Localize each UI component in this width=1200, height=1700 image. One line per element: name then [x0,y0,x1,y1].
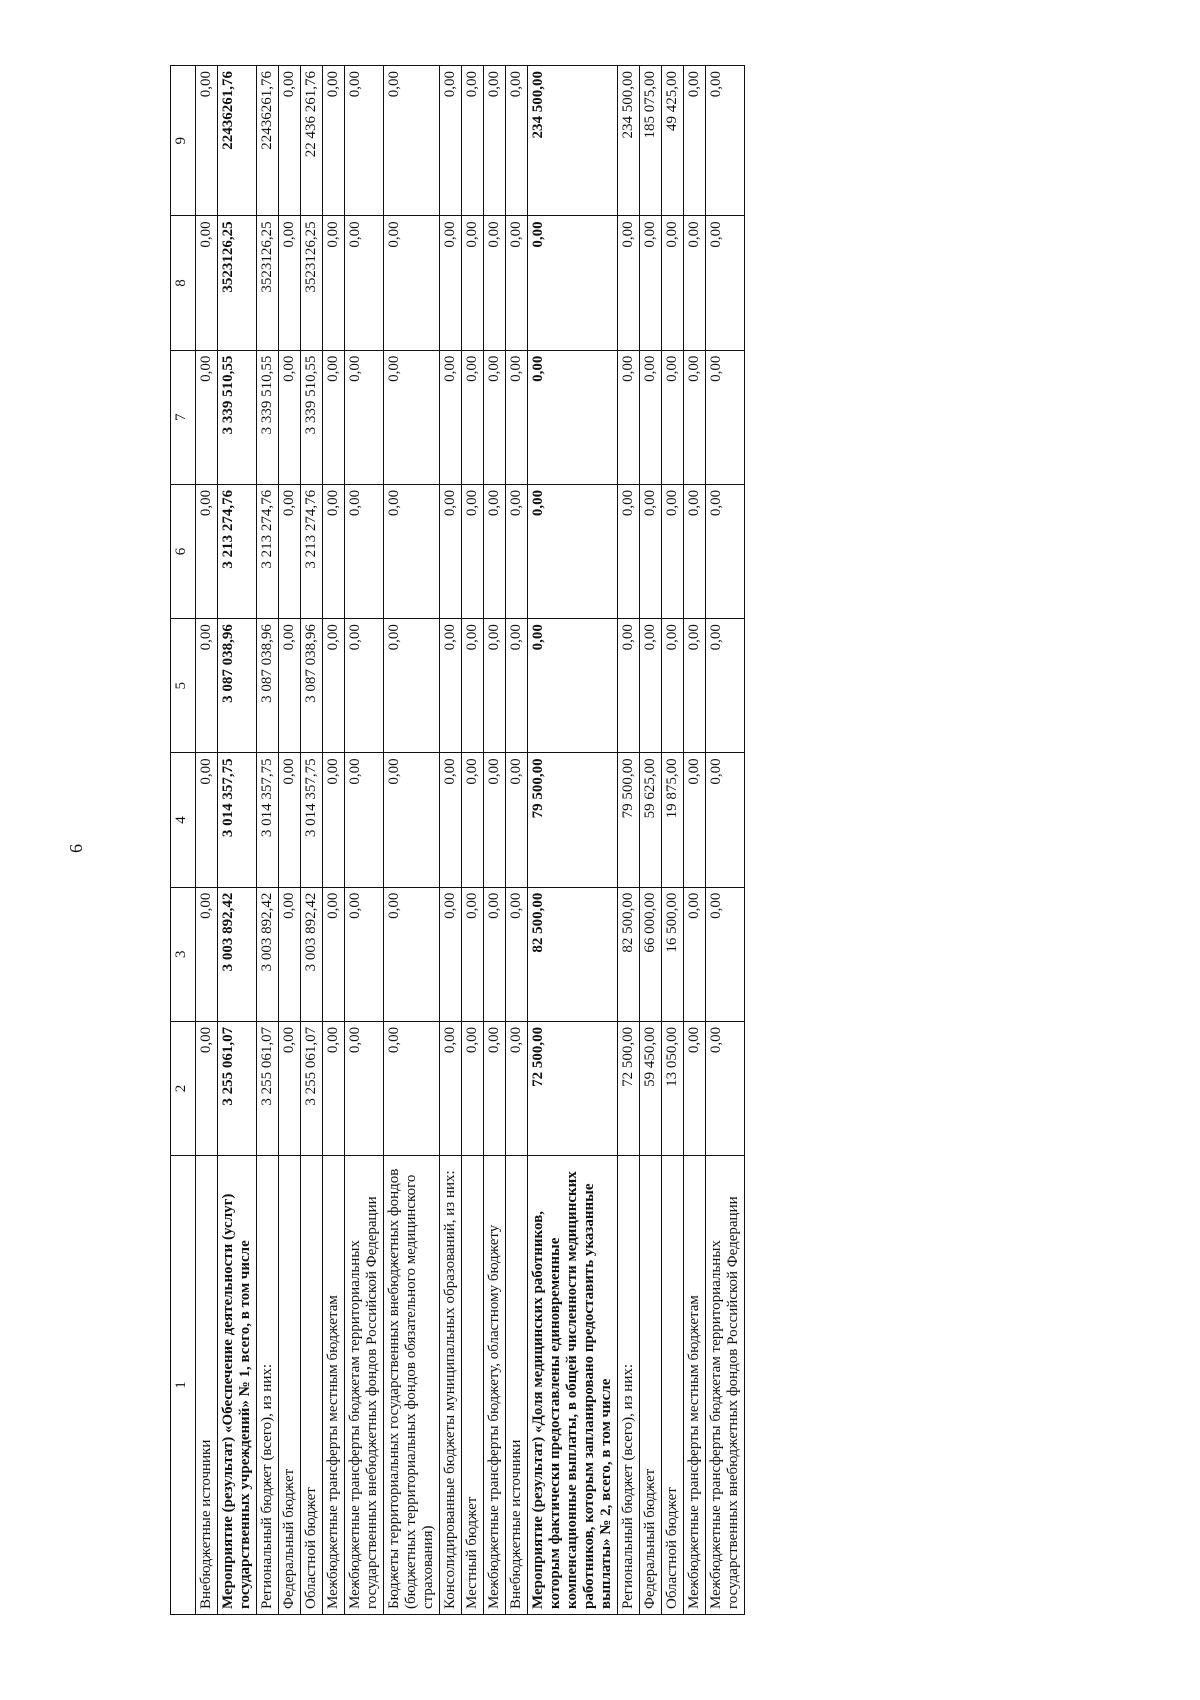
row-label: Бюджеты территориальных государственных внебюджетных фондов (бюджетных территориальных фондов обязательного медицинского страхования) [384,1156,440,1615]
table-cell: 0,00 [345,619,384,753]
table-row [345,66,384,1615]
table-cell: 3 213 274,76 [301,484,323,618]
table-cell: 0,00 [684,1021,706,1155]
table-cell: 49 425,00 [662,66,684,216]
table-cell: 185 075,00 [640,66,662,216]
table-cell: 59 450,00 [640,1021,662,1155]
table-cell: 234 500,00 [528,66,618,216]
table-cell: 0,00 [640,350,662,484]
table-cell: 0,00 [484,216,506,350]
table-cell: 3 087 038,96 [257,619,279,753]
table-row [440,66,462,1615]
table-cell: 22436261,76 [218,66,257,216]
table-row [301,66,323,1615]
table-cell: 0,00 [440,1021,462,1155]
table-cell: 0,00 [345,887,384,1021]
table-cell: 0,00 [528,216,618,350]
table-cell: 0,00 [506,350,528,484]
table-cell: 0,00 [618,216,640,350]
table-cell: 22436261,76 [257,66,279,216]
table-cell: 79 500,00 [528,753,618,887]
table-cell: 0,00 [706,753,745,887]
table-cell: 0,00 [440,619,462,753]
table-cell: 0,00 [506,887,528,1021]
table-cell: 0,00 [706,216,745,350]
table-cell: 0,00 [484,619,506,753]
table-cell: 0,00 [384,887,440,1021]
table-cell: 0,00 [684,350,706,484]
table-row [218,66,257,1615]
table-cell: 66 000,00 [640,887,662,1021]
table-cell: 0,00 [684,753,706,887]
table-cell: 0,00 [384,1021,440,1155]
column-header: 1 [171,1156,196,1615]
table-cell: 0,00 [440,753,462,887]
table-cell: 0,00 [506,484,528,618]
table-cell: 0,00 [279,619,301,753]
table-cell: 0,00 [484,66,506,216]
table-cell: 0,00 [662,619,684,753]
table-row [384,66,440,1615]
table-cell: 0,00 [196,1021,218,1155]
table-cell: 3 003 892,42 [257,887,279,1021]
table-cell: 0,00 [462,887,484,1021]
table-cell: 3 014 357,75 [218,753,257,887]
table-cell: 3 213 274,76 [257,484,279,618]
table-cell: 0,00 [640,484,662,618]
table-cell: 0,00 [640,216,662,350]
table-cell: 0,00 [484,887,506,1021]
table-cell: 0,00 [440,66,462,216]
table-cell: 0,00 [684,484,706,618]
column-header: 6 [171,484,196,618]
table-cell: 3 255 061,07 [257,1021,279,1155]
table-cell: 0,00 [506,1021,528,1155]
table-cell: 0,00 [462,619,484,753]
table-cell: 16 500,00 [662,887,684,1021]
table-cell: 0,00 [323,619,345,753]
table-cell: 0,00 [279,216,301,350]
table-cell: 3 255 061,07 [301,1021,323,1155]
row-label: Региональный бюджет (всего), из них: [618,1156,640,1615]
table-row [506,66,528,1615]
table-row [706,66,745,1615]
table-cell: 13 050,00 [662,1021,684,1155]
table-cell: 0,00 [706,484,745,618]
column-header: 3 [171,887,196,1021]
table-cell: 0,00 [279,66,301,216]
table-cell: 0,00 [662,350,684,484]
table-cell: 0,00 [384,753,440,887]
table-cell: 0,00 [345,350,384,484]
table-cell: 0,00 [323,887,345,1021]
table-body [196,66,745,1615]
row-label: Федеральный бюджет [640,1156,662,1615]
table-row [484,66,506,1615]
table-cell: 72 500,00 [618,1021,640,1155]
row-label: Областной бюджет [662,1156,684,1615]
table-cell: 82 500,00 [528,887,618,1021]
table-cell: 3 003 892,42 [301,887,323,1021]
table-row [662,66,684,1615]
table-cell: 0,00 [345,484,384,618]
table-cell: 0,00 [440,484,462,618]
table-cell: 72 500,00 [528,1021,618,1155]
table-cell: 0,00 [440,216,462,350]
table-cell: 0,00 [684,66,706,216]
table-cell: 0,00 [196,887,218,1021]
table-cell: 0,00 [345,216,384,350]
table-cell: 3 255 061,07 [218,1021,257,1155]
table-cell: 3 339 510,55 [218,350,257,484]
table-cell: 82 500,00 [618,887,640,1021]
table-cell: 234 500,00 [618,66,640,216]
table-cell: 0,00 [323,66,345,216]
table-cell: 0,00 [323,350,345,484]
table-cell: 0,00 [462,216,484,350]
table-cell: 0,00 [196,619,218,753]
row-label: Внебюджетные источники [196,1156,218,1615]
row-label: Межбюджетные трансферты бюджету, областному бюджету [484,1156,506,1615]
row-label: Местный бюджет [462,1156,484,1615]
table-cell: 0,00 [684,619,706,753]
table-cell: 0,00 [484,350,506,484]
table-cell: 0,00 [662,484,684,618]
table-cell: 0,00 [279,350,301,484]
table-cell: 0,00 [462,484,484,618]
table-row [462,66,484,1615]
table-cell: 0,00 [528,350,618,484]
table-cell: 59 625,00 [640,753,662,887]
table-cell: 0,00 [706,619,745,753]
table-cell: 0,00 [506,619,528,753]
column-header: 2 [171,1021,196,1155]
column-header: 8 [171,216,196,350]
table-cell: 0,00 [462,66,484,216]
table-cell: 0,00 [323,216,345,350]
table-cell: 0,00 [484,753,506,887]
table-cell: 0,00 [484,1021,506,1155]
table-cell: 0,00 [279,484,301,618]
table-cell: 0,00 [196,216,218,350]
table-cell: 0,00 [618,619,640,753]
table-row [257,66,279,1615]
table-row [196,66,218,1615]
table-cell: 0,00 [279,887,301,1021]
row-label: Внебюджетные источники [506,1156,528,1615]
table-cell: 0,00 [506,216,528,350]
table-header-row [171,66,196,1615]
table-cell: 0,00 [323,1021,345,1155]
table-cell: 3 087 038,96 [301,619,323,753]
column-header: 5 [171,619,196,753]
table-cell: 0,00 [279,1021,301,1155]
table-row [684,66,706,1615]
row-label: Мероприятие (результат) «Обеспечение деятельности (услуг) государственных учреждений» № 1, всего, в том числе [218,1156,257,1615]
table-cell: 0,00 [706,350,745,484]
table-cell: 0,00 [440,350,462,484]
table-cell: 0,00 [384,216,440,350]
table-cell: 3523126,25 [301,216,323,350]
table-cell: 0,00 [196,66,218,216]
table-cell: 3 213 274,76 [218,484,257,618]
table-cell: 0,00 [345,753,384,887]
table-cell: 0,00 [462,350,484,484]
table-cell: 0,00 [196,484,218,618]
table-cell: 0,00 [384,484,440,618]
row-label: Региональный бюджет (всего), из них: [257,1156,279,1615]
rotated-table-wrapper [170,65,745,1615]
table-cell: 0,00 [684,216,706,350]
table-row [279,66,301,1615]
table-cell: 0,00 [662,216,684,350]
table-cell: 3 014 357,75 [301,753,323,887]
table-cell: 0,00 [196,753,218,887]
row-label: Федеральный бюджет [279,1156,301,1615]
table-cell: 0,00 [506,753,528,887]
table-cell: 0,00 [484,484,506,618]
table-cell: 3 003 892,42 [218,887,257,1021]
table-cell: 0,00 [196,350,218,484]
table-cell: 3 087 038,96 [218,619,257,753]
table-cell: 3 014 357,75 [257,753,279,887]
table-cell: 0,00 [345,66,384,216]
table-cell: 3523126,25 [257,216,279,350]
page-number: 6 [66,844,86,853]
table-cell: 79 500,00 [618,753,640,887]
row-label: Межбюджетные трансферты местным бюджетам [684,1156,706,1615]
column-header: 7 [171,350,196,484]
row-label: Мероприятие (результат) «Доля медицинских работников, которым фактически предоставлены единовременные компенсационные выплаты, в общей численности медицинских работников, которым запланировано предоставить указанные выплаты» № 2, всего, в том числе [528,1156,618,1615]
budget-table [170,65,745,1615]
table-cell: 0,00 [618,350,640,484]
table-row [640,66,662,1615]
row-label: Межбюджетные трансферты бюджетам территориальных государственных внебюджетных фондов Российской Федерации [345,1156,384,1615]
table-cell: 0,00 [279,753,301,887]
table-cell: 0,00 [384,66,440,216]
table-cell: 0,00 [384,619,440,753]
table-cell: 0,00 [506,66,528,216]
row-label: Межбюджетные трансферты бюджетам территориальных государственных внебюджетных фондов Российской Федерации [706,1156,745,1615]
table-row [528,66,618,1615]
row-label: Областной бюджет [301,1156,323,1615]
table-cell: 0,00 [462,753,484,887]
table-cell: 0,00 [706,66,745,216]
table-cell: 0,00 [706,1021,745,1155]
table-cell: 0,00 [323,484,345,618]
table-cell: 0,00 [706,887,745,1021]
row-label: Консолидированные бюджеты муниципальных образований, из них: [440,1156,462,1615]
column-header: 9 [171,66,196,216]
table-cell: 0,00 [440,887,462,1021]
table-cell: 0,00 [323,753,345,887]
table-cell: 0,00 [345,1021,384,1155]
table-cell: 0,00 [684,887,706,1021]
row-label: Межбюджетные трансферты местным бюджетам [323,1156,345,1615]
table-row [618,66,640,1615]
table-row [323,66,345,1615]
table-cell: 0,00 [528,619,618,753]
table-cell: 3 339 510,55 [301,350,323,484]
table-cell: 0,00 [528,484,618,618]
table-cell: 22 436 261,76 [301,66,323,216]
table-cell: 0,00 [384,350,440,484]
table-cell: 0,00 [462,1021,484,1155]
table-cell: 3 339 510,55 [257,350,279,484]
column-header: 4 [171,753,196,887]
table-cell: 0,00 [618,484,640,618]
table-cell: 0,00 [640,619,662,753]
table-cell: 19 875,00 [662,753,684,887]
table-cell: 3523126,25 [218,216,257,350]
